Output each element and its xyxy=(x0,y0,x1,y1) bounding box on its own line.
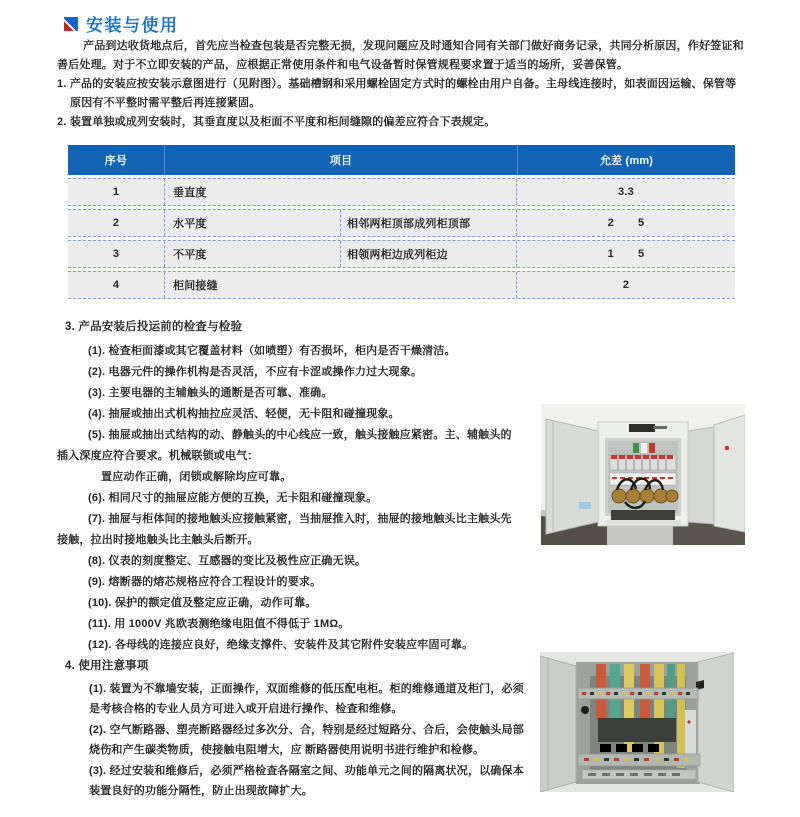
col-header-no: 序号 xyxy=(68,145,165,175)
page-title: 安装与使用 xyxy=(86,16,179,35)
list-item: (12). 各母线的连接应良好，绝缘支撑件、安装件及其它附件安装应牢固可靠。 xyxy=(88,639,474,651)
list-item: (2). 电器元件的操作机构是否灵活，不应有卡涩或操作力过大现象。 xyxy=(88,366,423,378)
switchgear-front-photo xyxy=(541,404,745,545)
intro-block xyxy=(57,37,745,132)
cell-no: 2 xyxy=(68,210,165,236)
section-marker-icon xyxy=(64,17,78,31)
list-item: (8). 仪表的刻度整定、互感器的变比及极性应正确无误。 xyxy=(88,555,367,567)
cell-tolerance xyxy=(517,241,735,267)
col-header-item: 项目 xyxy=(165,145,518,175)
cell-tolerance xyxy=(517,179,735,205)
list-item: (10). 保护的额定值及整定应正确，动作可靠。 xyxy=(88,597,317,609)
list-item: (6). 相同尺寸的抽屉应能方便的互换，无卡阻和碰撞现象。 xyxy=(88,492,378,504)
tolerance-value: 2 xyxy=(607,217,614,229)
cell-subitem: 相邻两柜顶部成列柜顶部 xyxy=(341,210,517,236)
list-item: (7). 抽屉与柜体间的接地触头应接触紧密，当抽屉推入时，抽屉的接地触头比主触头先接触，拉出时接地触头比主触头后断开。 xyxy=(57,513,512,546)
section-heading: 3. 产品安装后投运前的检查与检验 xyxy=(65,321,243,333)
cell-item: 不平度 xyxy=(165,241,341,267)
list-item: (4). 抽屉或抽出式机构抽拉应灵活、轻便，无卡阻和碰撞现象。 xyxy=(88,408,400,420)
intro-paragraph: 产品到达收货地点后，首先应当检查包装是否完整无损，发现问题应及时通知合同有关部门做好商务记录，共同分析原因，作好签证和善后处理。对于不立即安装的产品，应根据正常使用条件和电气设备暂时保管规程要求置于适当的场所，妥善保管。 xyxy=(57,40,744,71)
cell-no: 3 xyxy=(68,241,165,267)
cell-tolerance xyxy=(517,272,735,298)
table-row xyxy=(68,178,735,206)
table-header-row xyxy=(68,145,735,175)
list-item: (1). 装置为不靠墙安装，正面操作，双面维修的低压配电柜。柜的维修通道及柜门，必须是考核合格的专业人员方可进入或开启进行操作、检查和维修。 xyxy=(89,682,524,715)
list-item: (9). 熔断器的熔芯规格应符合工程设计的要求。 xyxy=(88,576,322,588)
section-heading: 4. 使用注意事项 xyxy=(65,660,149,672)
list-item: (3). 主要电器的主辅触头的通断是否可靠、准确。 xyxy=(88,387,333,399)
cell-item: 水平度 xyxy=(165,210,341,236)
busbar-interior-photo xyxy=(540,652,734,792)
table-row xyxy=(68,209,735,237)
install-note-2: 2. 装置单独或成列安装时，其垂直度以及柜面不平度和柜间缝隙的偏差应符合下表规定。 xyxy=(57,116,496,128)
list-item: (3). 经过安装和维修后，必须严格检查各隔室之间、功能单元之间的隔离状况，以确保本装置良好的功能分隔性，防止出现故障扩大。 xyxy=(89,764,524,797)
tolerance-value: 2 xyxy=(622,279,630,291)
tolerance-value: 3.3 xyxy=(618,186,634,198)
table-row xyxy=(68,271,735,299)
cell-no: 4 xyxy=(68,272,165,298)
cell-item: 柜间接缝 xyxy=(165,272,517,298)
list-item-continuation: 置应动作正确，闭锁或解除均应可靠。 xyxy=(101,471,292,483)
tolerance-value: 1 xyxy=(607,248,614,260)
list-item: (2). 空气断路器、塑壳断路器经过多次分、合，特别是经过短路分、合后，会使触头局部烧伤和产生碳类物质，使接触电阻增大，应 断路器使用说明书进行维护和检修。 xyxy=(89,723,524,756)
list-item: (1). 检查柜面漆或其它覆盖材料（如喷塑）有否损坏，柜内是否干燥清洁。 xyxy=(88,345,456,357)
cell-tolerance xyxy=(517,210,735,236)
tolerance-value: 5 xyxy=(638,217,645,229)
section-header xyxy=(64,11,179,36)
cell-item: 垂直度 xyxy=(165,179,517,205)
cell-subitem: 相领两柜边成列柜边 xyxy=(341,241,517,267)
tolerance-table xyxy=(68,145,735,299)
tolerance-value: 5 xyxy=(638,248,645,260)
list-item: (11). 用 1000V 兆欧表测绝缘电阻值不得低于 1MΩ。 xyxy=(88,618,350,630)
section-inspection xyxy=(57,317,515,656)
list-item: (5). 抽屉或抽出式结构的动、静触头的中心线应一致，触头接触应紧密。主、辅触头的插入深度应符合要求。机械联锁或电气： xyxy=(57,429,512,462)
install-note-1: 1. 产品的安装应按安装示意图进行（见附图）。基础槽钢和采用螺栓固定方式时的螺栓由用户自备。主母线连接时，如表面因运输、保管等原因有不平整时需平整后再连接紧固。 xyxy=(57,78,737,109)
cell-no: 1 xyxy=(68,179,165,205)
col-header-tolerance: 允差 (mm) xyxy=(599,155,654,167)
section-usage-notes xyxy=(57,656,534,802)
table-row xyxy=(68,240,735,268)
